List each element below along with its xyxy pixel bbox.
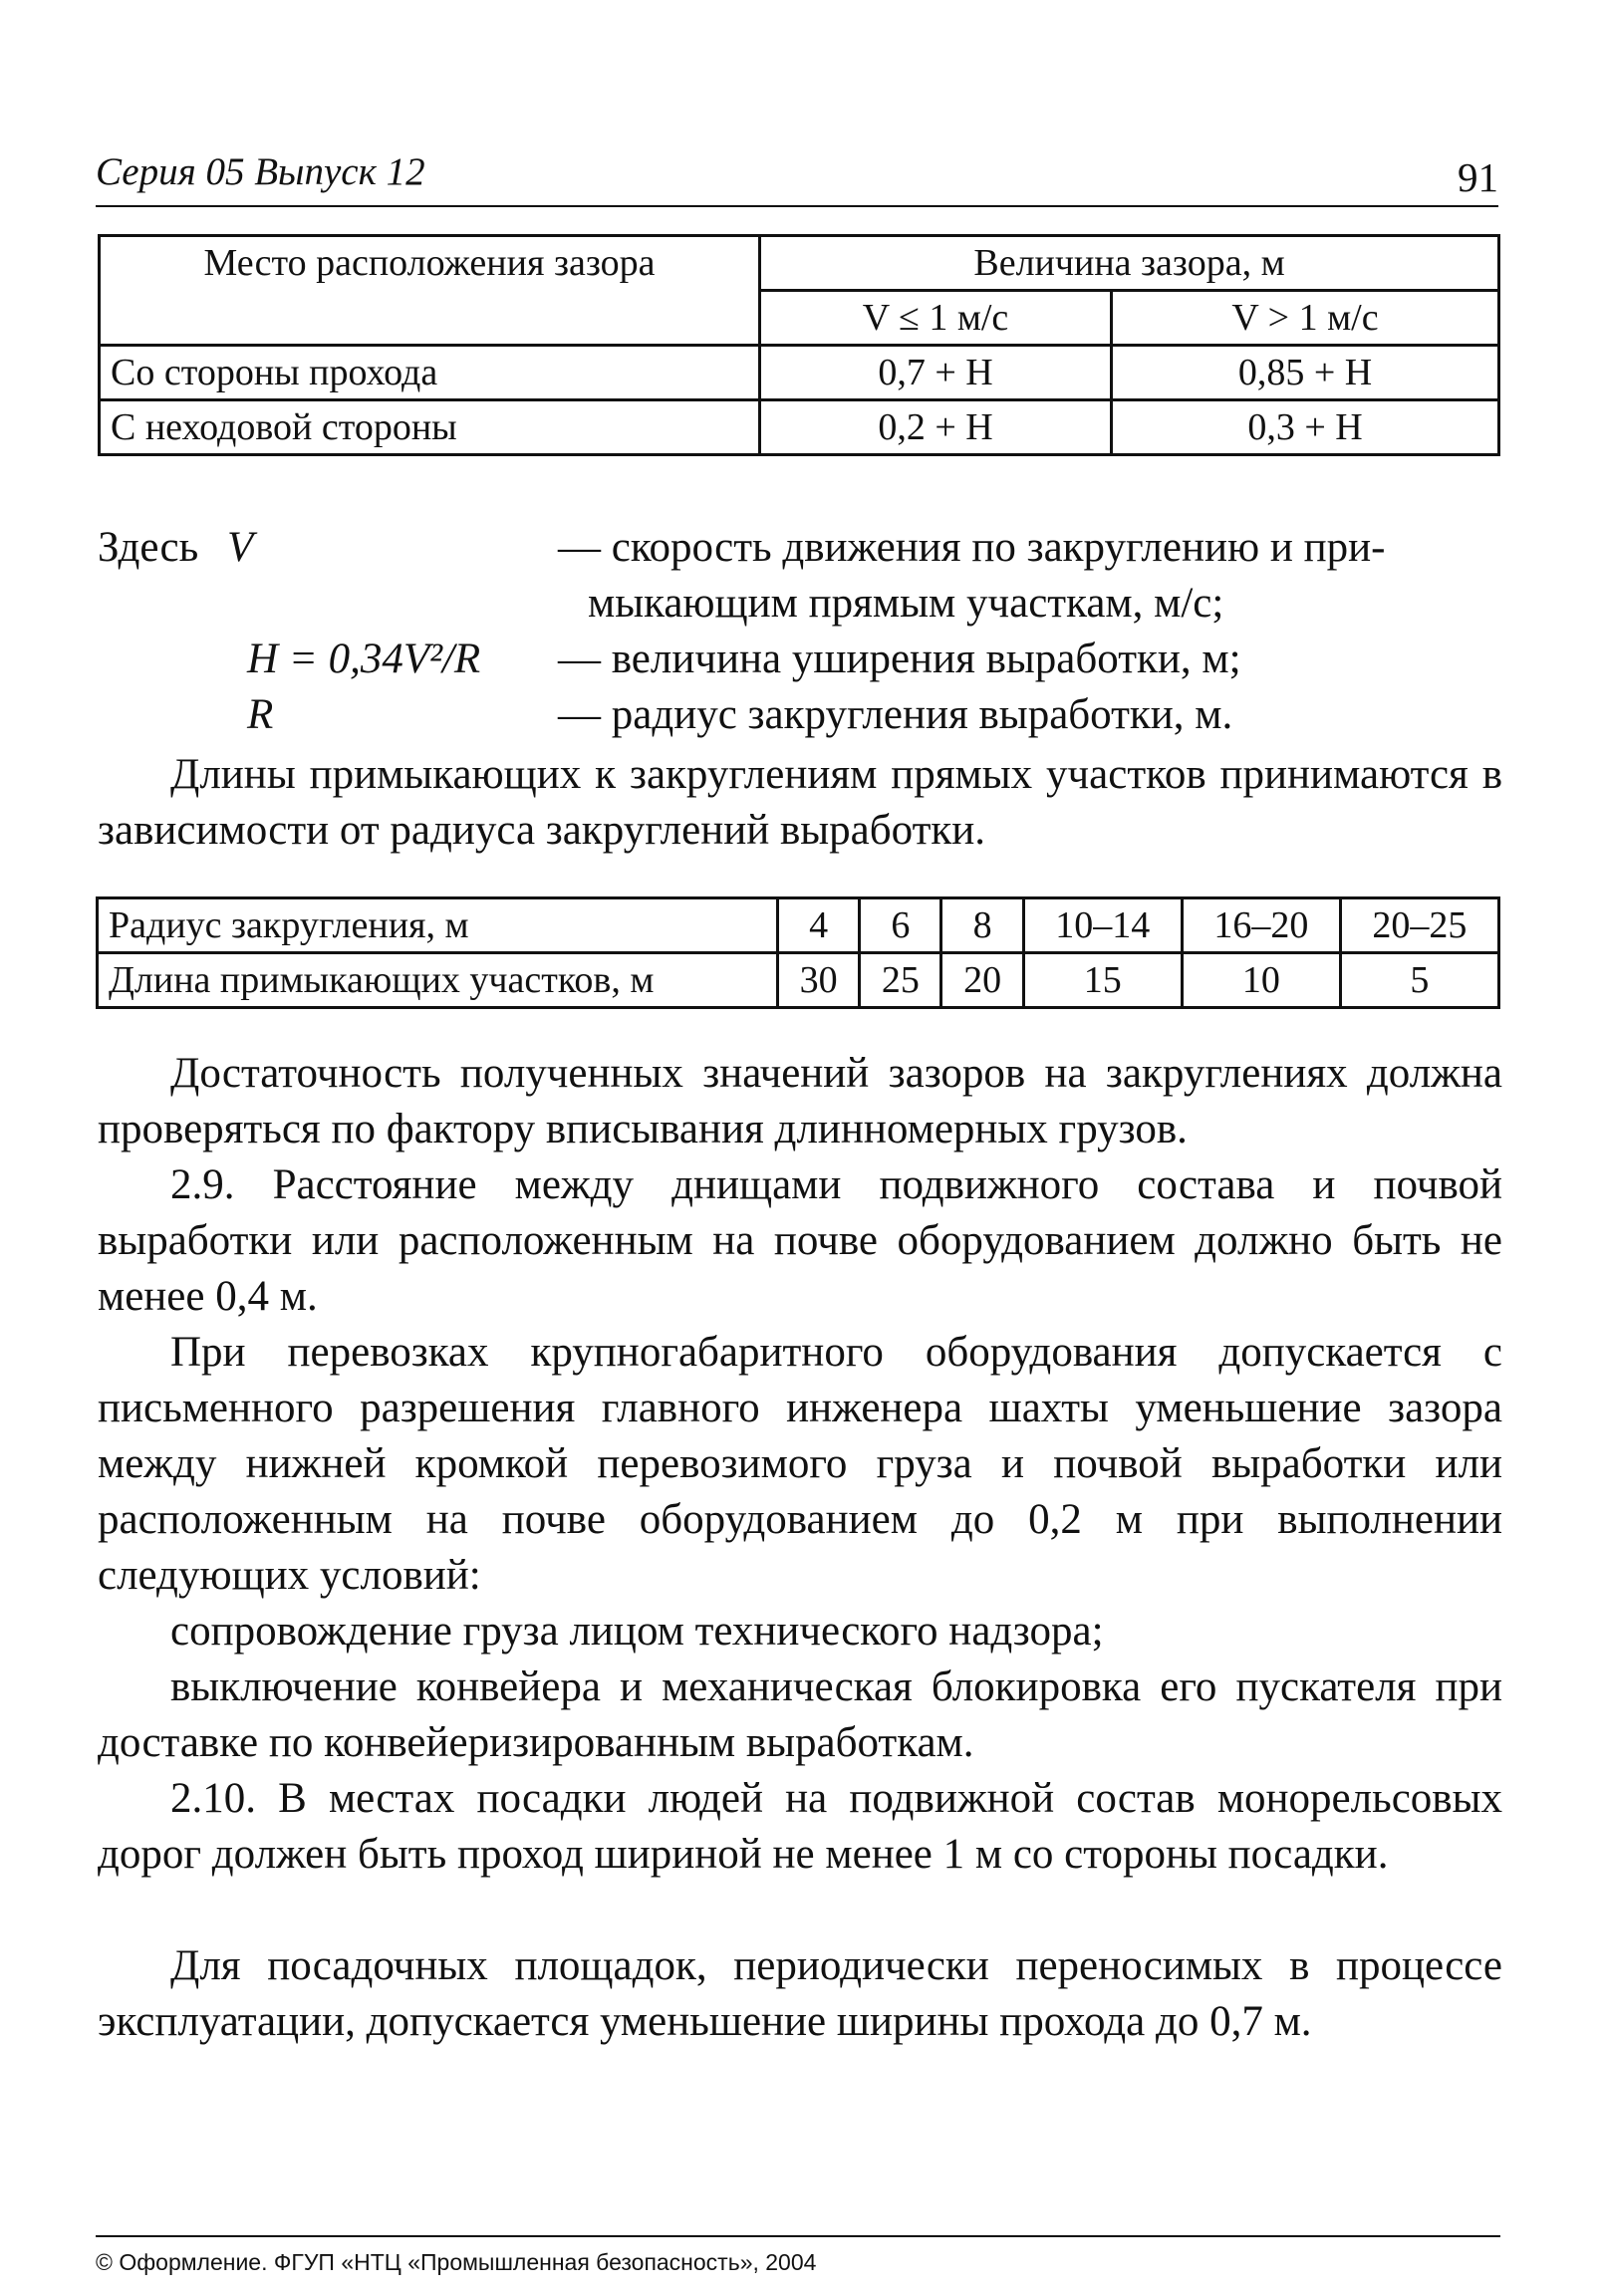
definition-v-line1: — скорость движения по закруглению и при-: [558, 524, 1386, 571]
symbol-r: R: [247, 691, 274, 738]
definition-r: — радиус закругления выработки, м.: [558, 691, 1233, 738]
cell-length: 25: [860, 953, 941, 1008]
symbol-v: V: [226, 524, 254, 571]
cell-radius: 8: [941, 898, 1023, 953]
here-label: Здесь: [98, 524, 199, 571]
table-row: [98, 898, 1499, 953]
paragraph-1: Достаточность полученных значений зазоров на закруглениях должна проверяться по фактору вписывания длинномерных грузов.: [98, 1050, 1502, 1152]
cell-radius: 4: [778, 898, 860, 953]
table-row: [100, 400, 1499, 455]
radius-length-table: [96, 896, 1500, 1009]
paragraph-4: сопровождение груза лицом технического надзора;: [170, 1608, 1104, 1655]
subheader-speed-low: V ≤ 1 м/с: [760, 291, 1112, 346]
cell-radius: 6: [860, 898, 941, 953]
cell-length: 10: [1182, 953, 1340, 1008]
footer-divider: [96, 2235, 1500, 2237]
clearance-table: [98, 234, 1500, 456]
paragraph-6: 2.10. В местах посадки людей на подвижной состав монорельсовых дорог должен быть проход шириной не менее 1 м со стороны посадки.: [98, 1775, 1502, 1878]
paragraph-7: Для посадочных площадок, периодически переносимых в процессе эксплуатации, допускается уменьшение ширины прохода до 0,7 м.: [98, 1942, 1502, 2045]
cell-length: 20: [941, 953, 1023, 1008]
cell-value: 0,3 + H: [1112, 400, 1499, 455]
row-label-length: Длина примыкающих участков, м: [98, 953, 778, 1008]
cell-radius: 20–25: [1340, 898, 1498, 953]
subheader-speed-high: V > 1 м/с: [1112, 291, 1499, 346]
formula-h: H = 0,34V²/R: [247, 636, 481, 682]
cell-length: 30: [778, 953, 860, 1008]
cell-radius: 10–14: [1023, 898, 1182, 953]
cell-place: Со стороны прохода: [100, 346, 760, 400]
row-label-radius: Радиус закругления, м: [98, 898, 778, 953]
cell-length: 5: [1340, 953, 1498, 1008]
cell-value: 0,7 + H: [760, 346, 1112, 400]
cell-value: 0,85 + H: [1112, 346, 1499, 400]
running-header: [96, 149, 1498, 207]
cell-place: С неходовой стороны: [100, 400, 760, 455]
header-cell-size: Величина зазора, м: [760, 236, 1499, 291]
table-row: [98, 953, 1499, 1008]
cell-length: 15: [1023, 953, 1182, 1008]
table-row: [100, 346, 1499, 400]
footer-copyright: © Оформление. ФГУП «НТЦ «Промышленная безопасность», 2004: [96, 2249, 817, 2275]
paragraph-5: выключение конвейера и механическая блокировка его пускателя при доставке по конвейеризированным выработкам.: [98, 1663, 1502, 1766]
definition-h: — величина уширения выработки, м;: [558, 636, 1241, 682]
paragraph-3: При перевозках крупногабаритного оборудования допускается с письменного разрешения главного инженера шахты уменьшение зазора между нижней кромкой перевозимого груза и почвой выработки или расположенным на почве оборудованием до 0,2 м при выполнении следующих условий:: [98, 1329, 1502, 1599]
paragraph-intro-table2: Длины примыкающих к закруглениям прямых участков принимаются в зависимости от радиуса закруглений выработки.: [98, 751, 1502, 854]
definition-v-line2: мыкающим прямым участкам, м/с;: [588, 580, 1224, 627]
paragraph-2: 2.9. Расстояние между днищами подвижного состава и почвой выработки или расположенным на почве оборудованием должно быть не менее 0,4 м.: [98, 1161, 1502, 1320]
cell-value: 0,2 + H: [760, 400, 1112, 455]
page-number: 91: [1458, 154, 1498, 200]
definitions-block: [98, 520, 1502, 743]
header-cell-place: Место расположения зазора: [100, 236, 760, 346]
cell-radius: 16–20: [1182, 898, 1340, 953]
series-title: Серия 05 Выпуск 12: [96, 150, 425, 193]
